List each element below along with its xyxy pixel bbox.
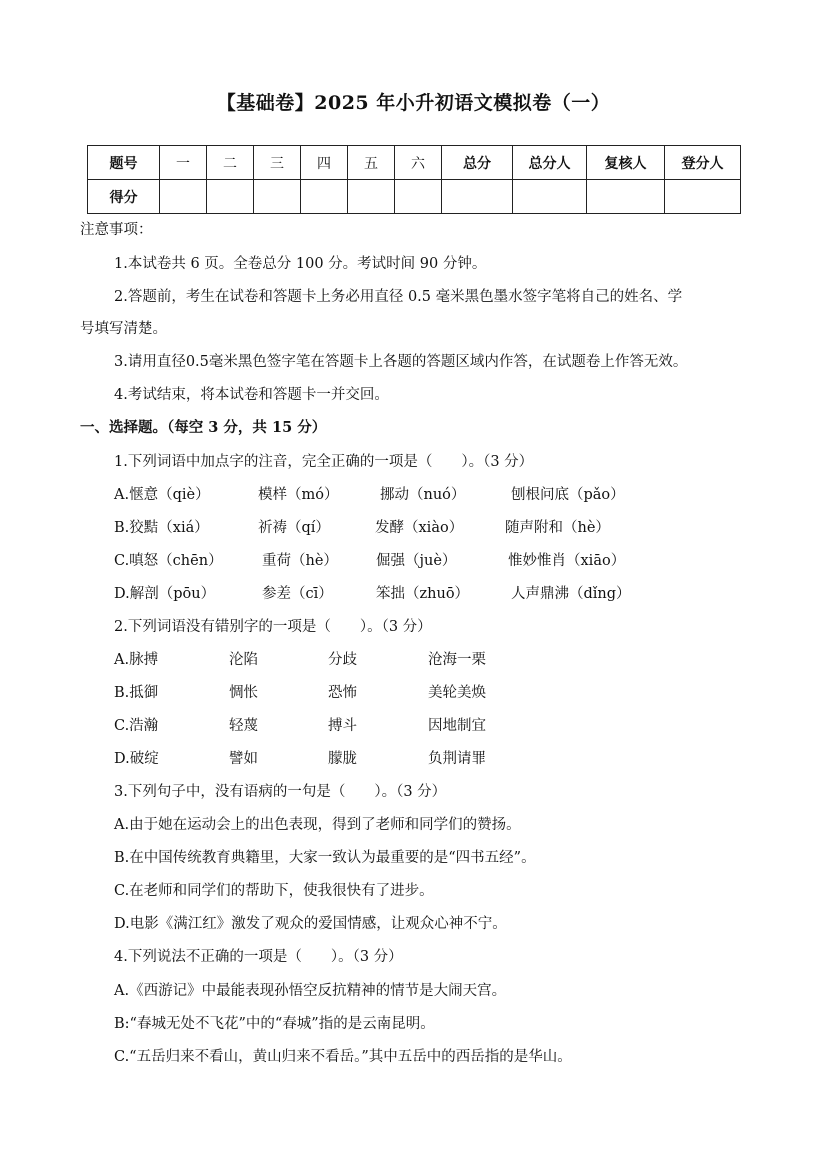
question-stem: 3.下列句子中，没有语病的一句是（ ）。（3 分） [114,784,447,800]
q1-option-a-word: 挪动（nuó） [380,487,466,503]
score-table-header-cell: 题号 [88,146,160,180]
notice-item: 2.答题前，考生在试卷和答题卡上务必用直径 0.5 毫米黑色墨水签字笔将自己的姓名、学 [114,289,683,305]
q2-option-d-word: 负荆请罪 [428,751,486,767]
q2-option-a-word: 沦陷 [229,652,258,668]
score-entry-cell[interactable] [513,180,587,214]
q2-option-c: C.浩瀚 [114,718,159,734]
score-table-header-row [88,146,741,180]
q2-option-d-word: 譬如 [229,751,258,767]
notice-item-continuation: 号填写清楚。 [80,321,167,337]
q2-option-c-word: 因地制宜 [428,718,486,734]
q2-option-b-word: 恐怖 [328,685,357,701]
q4-option: B:“春城无处不飞花”中的“春城”指的是云南昆明。 [114,1016,435,1032]
q1-option-c-word: 重荷（hè） [262,553,338,569]
q1-option-a-word: 刨根问底（pǎo） [511,487,625,503]
q2-option-a: A.脉搏 [114,652,159,668]
notice-item: 3.请用直径0.5毫米黑色签字笔在答题卡上各题的答题区域内作答，在试题卷上作答无效。 [114,354,688,370]
section-heading: 一、选择题。（每空 3 分，共 15 分） [80,419,327,436]
score-table-header-cell: 登分人 [665,146,741,180]
score-entry-cell[interactable] [348,180,395,214]
score-table-header-cell: 四 [301,146,348,180]
q1-option-d-word: 笨拙（zhuō） [376,586,470,602]
q1-option-d-word: 人声鼎沸（dǐng） [511,586,631,602]
notice-item: 1.本试卷共 6 页。全卷总分 100 分。考试时间 90 分钟。 [114,256,487,272]
score-row-label: 得分 [88,180,160,214]
q1-option-b-word: 祈祷（qí） [258,520,330,536]
q2-option-c-word: 搏斗 [328,718,357,734]
score-table-header-cell: 三 [254,146,301,180]
q2-option-d: D.破绽 [114,751,159,767]
q1-option-d: D.解剖（pōu） [114,586,216,602]
q2-option-b-word: 惆怅 [229,685,258,701]
score-table [87,145,741,214]
score-entry-cell[interactable] [301,180,348,214]
q1-option-a: A.惬意（qiè） [114,487,210,503]
q2-option-b: B.抵御 [114,685,159,701]
score-table-header-cell: 复核人 [587,146,665,180]
question-stem: 2.下列词语没有错别字的一项是（ ）。（3 分） [114,619,432,635]
notice-heading: 注意事项： [80,222,153,238]
q3-option: D.电影《满江红》激发了观众的爱国情感，让观众心神不宁。 [114,916,507,932]
q3-option: A.由于她在运动会上的出色表现，得到了老师和同学们的赞扬。 [114,817,521,833]
q2-option-d-word: 朦胧 [328,751,357,767]
q1-option-b: B.狡黠（xiá） [114,520,209,536]
q1-option-a-word: 模样（mó） [258,487,339,503]
question-stem: 1.下列词语中加点字的注音，完全正确的一项是（ ）。（3 分） [114,454,534,470]
score-table-header-cell: 一 [160,146,207,180]
score-entry-cell[interactable] [207,180,254,214]
score-entry-cell[interactable] [254,180,301,214]
q3-option: C.在老师和同学们的帮助下，使我很快有了进步。 [114,883,434,899]
score-table-score-row [88,180,741,214]
exam-title: 【基础卷】2025 年小升初语文模拟卷（一） [216,92,611,114]
score-table-header-cell: 六 [395,146,442,180]
notice-item: 4.考试结束，将本试卷和答题卡一并交回。 [114,387,389,403]
score-entry-cell[interactable] [160,180,207,214]
score-entry-cell[interactable] [442,180,513,214]
q1-option-b-word: 发酵（xiào） [375,520,464,536]
q2-option-a-word: 分歧 [328,652,357,668]
q2-option-a-word: 沧海一栗 [428,652,486,668]
score-table-header-cell: 总分人 [513,146,587,180]
question-stem: 4.下列说法不正确的一项是（ ）。（3 分） [114,949,403,965]
q1-option-b-word: 随声附和（hè） [505,520,610,536]
score-table-header-cell: 五 [348,146,395,180]
q1-option-c-word: 惟妙惟肖（xiāo） [508,553,626,569]
score-entry-cell[interactable] [665,180,741,214]
q1-option-c: C.嗔怒（chēn） [114,553,223,569]
q2-option-c-word: 轻蔑 [229,718,258,734]
q4-option: A.《西游记》中最能表现孙悟空反抗精神的情节是大闹天宫。 [114,983,507,999]
score-entry-cell[interactable] [587,180,665,214]
q2-option-b-word: 美轮美焕 [428,685,486,701]
score-table-header-cell: 总分 [442,146,513,180]
score-entry-cell[interactable] [395,180,442,214]
q1-option-c-word: 倔强（juè） [376,553,457,569]
q1-option-d-word: 参差（cī） [262,586,333,602]
q3-option: B.在中国传统教育典籍里，大家一致认为最重要的是“四书五经”。 [114,850,536,866]
score-table-header-cell: 二 [207,146,254,180]
q4-option: C.“五岳归来不看山，黄山归来不看岳。”其中五岳中的西岳指的是华山。 [114,1049,572,1065]
